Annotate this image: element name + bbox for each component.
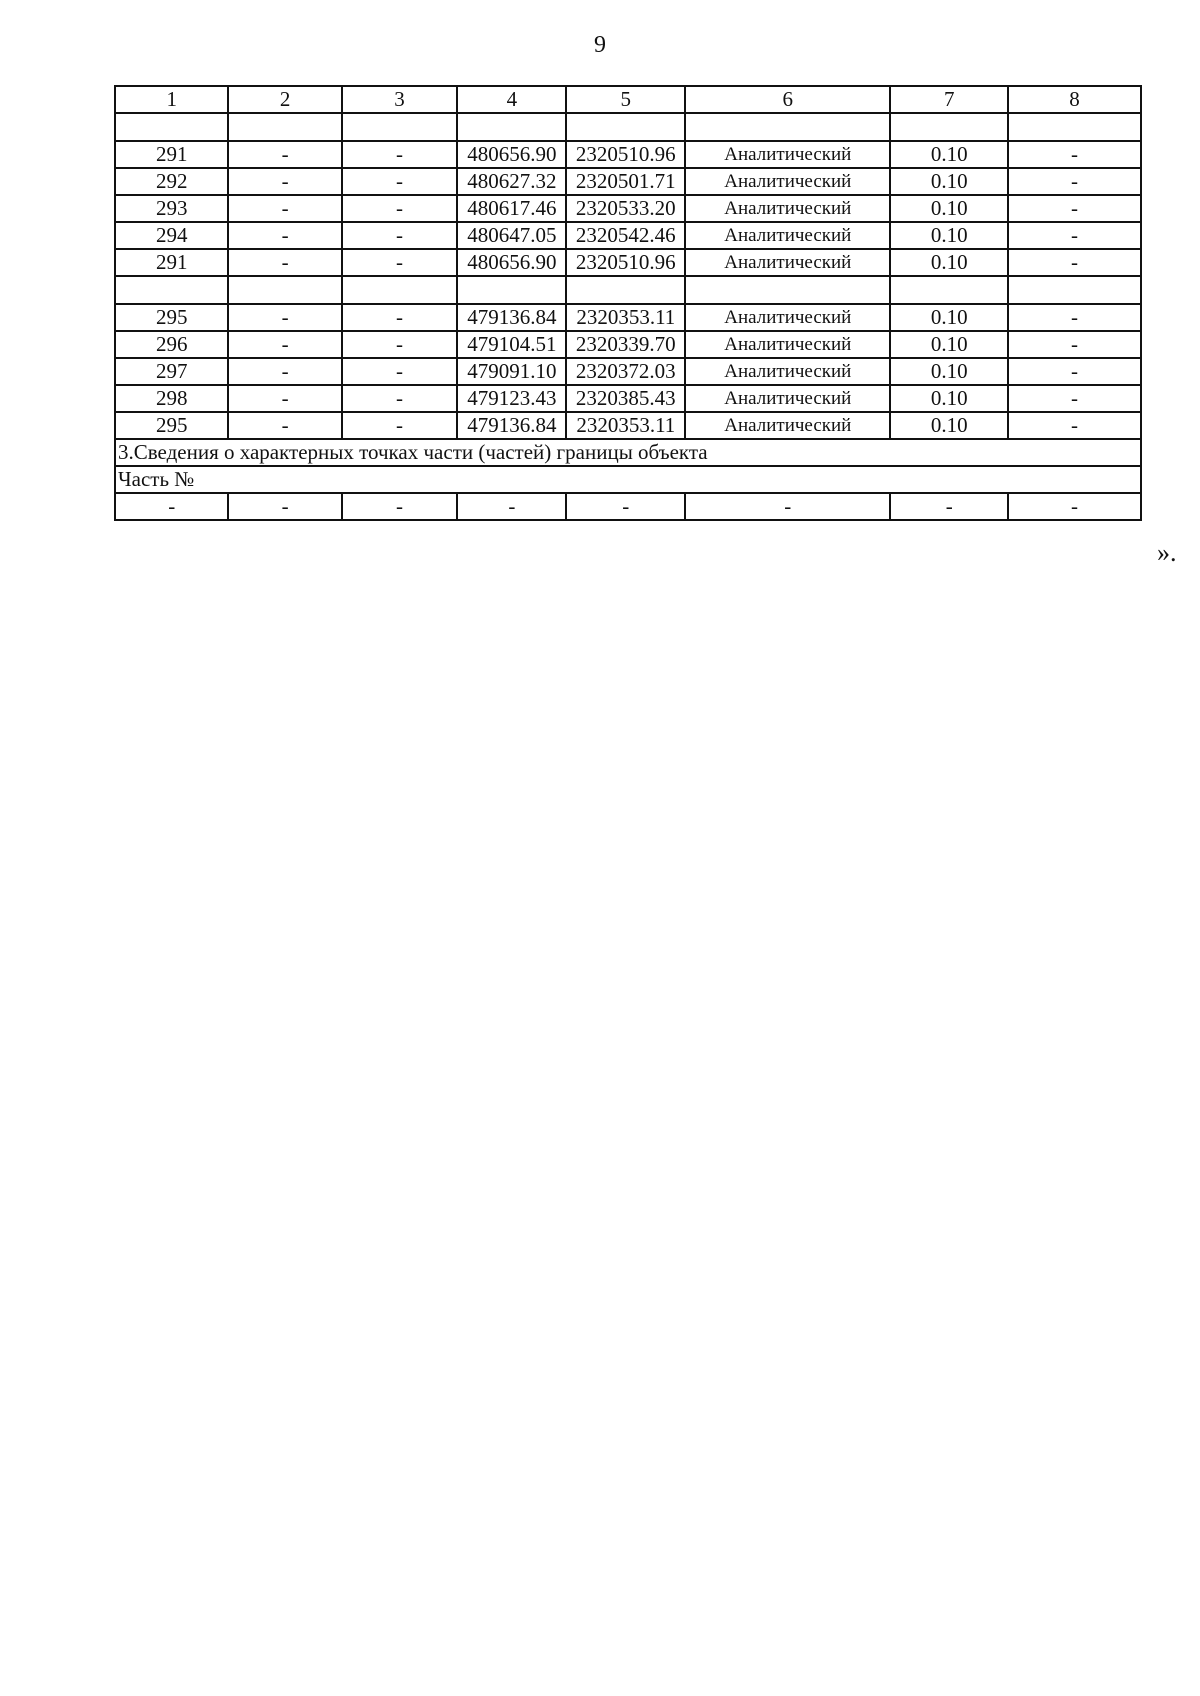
coord-x: 479136.84 (457, 304, 566, 331)
cell: - (1008, 249, 1141, 276)
cell: - (1008, 195, 1141, 222)
coord-x: 480617.46 (457, 195, 566, 222)
accuracy: 0.10 (890, 195, 1008, 222)
point-number: 291 (115, 141, 228, 168)
cell: - (1008, 304, 1141, 331)
column-header: 3 (342, 86, 458, 113)
coord-x: 479136.84 (457, 412, 566, 439)
cell: - (228, 249, 341, 276)
table-row (115, 412, 1141, 439)
empty-row (115, 276, 1141, 304)
coord-y: 2320533.20 (566, 195, 685, 222)
point-number: 295 (115, 412, 228, 439)
cell: - (342, 168, 458, 195)
coord-y: 2320339.70 (566, 331, 685, 358)
accuracy: 0.10 (890, 168, 1008, 195)
coord-y: 2320372.03 (566, 358, 685, 385)
table-row (115, 358, 1141, 385)
method: Аналитический (685, 385, 890, 412)
table-row (115, 168, 1141, 195)
column-header: 5 (566, 86, 685, 113)
column-header: 1 (115, 86, 228, 113)
cell: - (1008, 331, 1141, 358)
method: Аналитический (685, 331, 890, 358)
cell: - (342, 358, 458, 385)
method: Аналитический (685, 195, 890, 222)
cell: - (1008, 385, 1141, 412)
cell: - (228, 493, 341, 520)
method: Аналитический (685, 412, 890, 439)
cell: - (1008, 168, 1141, 195)
coord-x: 480647.05 (457, 222, 566, 249)
method: Аналитический (685, 358, 890, 385)
column-header: 4 (457, 86, 566, 113)
cell: - (342, 412, 458, 439)
coord-y: 2320353.11 (566, 304, 685, 331)
cell: - (1008, 358, 1141, 385)
column-header: 7 (890, 86, 1008, 113)
accuracy: 0.10 (890, 331, 1008, 358)
section-title-row (115, 439, 1141, 466)
cell: - (115, 493, 228, 520)
cell: - (228, 412, 341, 439)
table-row (115, 249, 1141, 276)
coord-x: 480656.90 (457, 249, 566, 276)
cell: - (685, 493, 890, 520)
cell: - (342, 385, 458, 412)
cell: - (342, 141, 458, 168)
method: Аналитический (685, 249, 890, 276)
cell: - (342, 249, 458, 276)
method: Аналитический (685, 222, 890, 249)
closing-quote: ». (1157, 538, 1177, 567)
cell: - (342, 331, 458, 358)
method: Аналитический (685, 304, 890, 331)
empty-row (115, 113, 1141, 141)
coord-y: 2320385.43 (566, 385, 685, 412)
cell: - (228, 304, 341, 331)
table-row (115, 493, 1141, 520)
accuracy: 0.10 (890, 412, 1008, 439)
column-header: 6 (685, 86, 890, 113)
coord-y: 2320542.46 (566, 222, 685, 249)
page-number: 9 (594, 32, 606, 58)
point-number: 297 (115, 358, 228, 385)
accuracy: 0.10 (890, 249, 1008, 276)
point-number: 295 (115, 304, 228, 331)
coord-x: 479123.43 (457, 385, 566, 412)
cell: - (1008, 222, 1141, 249)
column-header: 2 (228, 86, 341, 113)
cell: - (1008, 141, 1141, 168)
cell: - (890, 493, 1008, 520)
part-label: Часть № (115, 466, 1141, 493)
table-row (115, 385, 1141, 412)
cell: - (566, 493, 685, 520)
cell: - (228, 385, 341, 412)
table-row (115, 304, 1141, 331)
accuracy: 0.10 (890, 385, 1008, 412)
coord-x: 479104.51 (457, 331, 566, 358)
accuracy: 0.10 (890, 304, 1008, 331)
cell: - (228, 141, 341, 168)
point-number: 298 (115, 385, 228, 412)
cell: - (228, 331, 341, 358)
cell: - (342, 222, 458, 249)
part-label-row (115, 466, 1141, 493)
accuracy: 0.10 (890, 141, 1008, 168)
cell: - (342, 195, 458, 222)
accuracy: 0.10 (890, 222, 1008, 249)
cell: - (342, 304, 458, 331)
table-row (115, 222, 1141, 249)
cell: - (228, 222, 341, 249)
coord-y: 2320501.71 (566, 168, 685, 195)
accuracy: 0.10 (890, 358, 1008, 385)
cell: - (228, 358, 341, 385)
cell: - (228, 195, 341, 222)
cell: - (457, 493, 566, 520)
table-row (115, 141, 1141, 168)
coord-x: 479091.10 (457, 358, 566, 385)
boundary-points-table (114, 85, 1142, 521)
cell: - (342, 493, 458, 520)
cell: - (228, 168, 341, 195)
point-number: 293 (115, 195, 228, 222)
section-title: 3.Сведения о характерных точках части (частей) границы объекта (115, 439, 1141, 466)
table-row (115, 331, 1141, 358)
method: Аналитический (685, 168, 890, 195)
point-number: 291 (115, 249, 228, 276)
cell: - (1008, 412, 1141, 439)
table-row (115, 195, 1141, 222)
coord-y: 2320510.96 (566, 249, 685, 276)
point-number: 292 (115, 168, 228, 195)
coord-x: 480656.90 (457, 141, 566, 168)
coord-y: 2320510.96 (566, 141, 685, 168)
table-header-row (115, 86, 1141, 113)
column-header: 8 (1008, 86, 1141, 113)
coord-x: 480627.32 (457, 168, 566, 195)
coord-y: 2320353.11 (566, 412, 685, 439)
cell: - (1008, 493, 1141, 520)
point-number: 296 (115, 331, 228, 358)
method: Аналитический (685, 141, 890, 168)
point-number: 294 (115, 222, 228, 249)
